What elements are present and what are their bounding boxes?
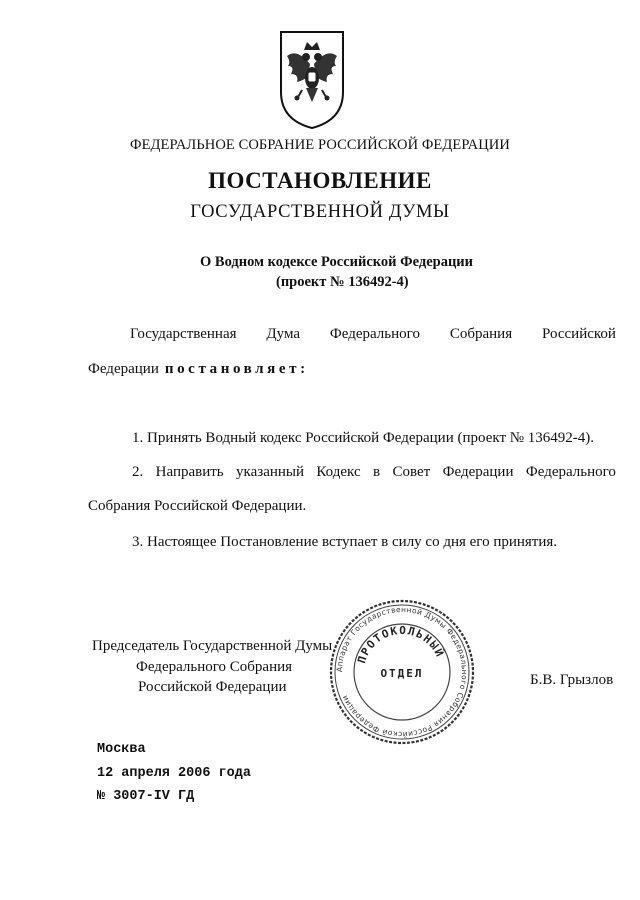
svg-text:ПРОТОКОЛЬНЫЙ xyxy=(355,624,447,665)
coat-of-arms-icon xyxy=(277,30,347,130)
item2-word: Федерации xyxy=(442,464,514,480)
item2-word: в xyxy=(373,464,381,480)
item2-word: 2. xyxy=(132,464,144,480)
preamble-verb: постановляет: xyxy=(164,361,309,377)
signatory-title-line-1: Председатель Государственной Думы xyxy=(92,638,333,654)
preamble-word: Федерального xyxy=(329,326,420,342)
preamble-text: Федерации xyxy=(88,361,159,377)
resolution-item-3: 3. Настоящее Постановление вступает в силу со дня его принятия. xyxy=(132,534,558,550)
seal-outer-text: Аппарат Государственной Думы Федерального Собрания Российской Федерации xyxy=(334,604,470,740)
signatory-title-line-2: Федерального Собрания xyxy=(136,658,293,675)
item2-word: Федерального xyxy=(525,464,616,480)
preamble-word: Собрания xyxy=(449,326,513,342)
document-type-title: ПОСТАНОВЛЕНИЕ xyxy=(208,168,432,193)
resolution-item-2-line-1 xyxy=(132,464,616,481)
item2-word: указанный xyxy=(236,464,305,480)
preamble-word: Дума xyxy=(266,326,301,342)
date-of-signing: 12 апреля 2006 года xyxy=(97,766,251,781)
item2-word: Кодекс xyxy=(316,464,361,480)
signatory-name: Б.В. Грызлов xyxy=(530,672,614,688)
item2-word: Направить xyxy=(155,464,224,480)
parliament-heading: ФЕДЕРАЛЬНОЕ СОБРАНИЕ РОССИЙСКОЙ ФЕДЕРАЦИИ xyxy=(130,137,510,153)
preamble-line-1 xyxy=(130,326,616,343)
project-number: (проект № 136492-4) xyxy=(276,274,409,290)
place-of-signing: Москва xyxy=(97,742,146,757)
seal-center-text: ОТДЕЛ xyxy=(380,667,424,680)
signatory-title-line-3: Российской Федерации xyxy=(138,679,287,695)
registration-number: № 3007-IV ГД xyxy=(97,789,195,804)
resolution-item-2-line-2: Собрания Российской Федерации. xyxy=(88,498,307,514)
preamble-word: Российской xyxy=(542,326,616,342)
item2-word: Совет xyxy=(392,464,431,480)
preamble-line-2 xyxy=(88,361,309,378)
preamble-word: Государственная xyxy=(130,326,237,342)
document-subject: О Водном кодексе Российской Федерации xyxy=(200,254,474,270)
official-seal xyxy=(327,597,477,747)
resolution-item-1: 1. Принять Водный кодекс Российской Федерации (проект № 136492-4). xyxy=(132,430,595,446)
seal-inner-text: ПРОТОКОЛЬНЫЙ xyxy=(355,623,447,665)
signatory-title xyxy=(92,636,332,698)
document-issuer-subtitle: ГОСУДАРСТВЕННОЙ ДУМЫ xyxy=(190,202,450,222)
